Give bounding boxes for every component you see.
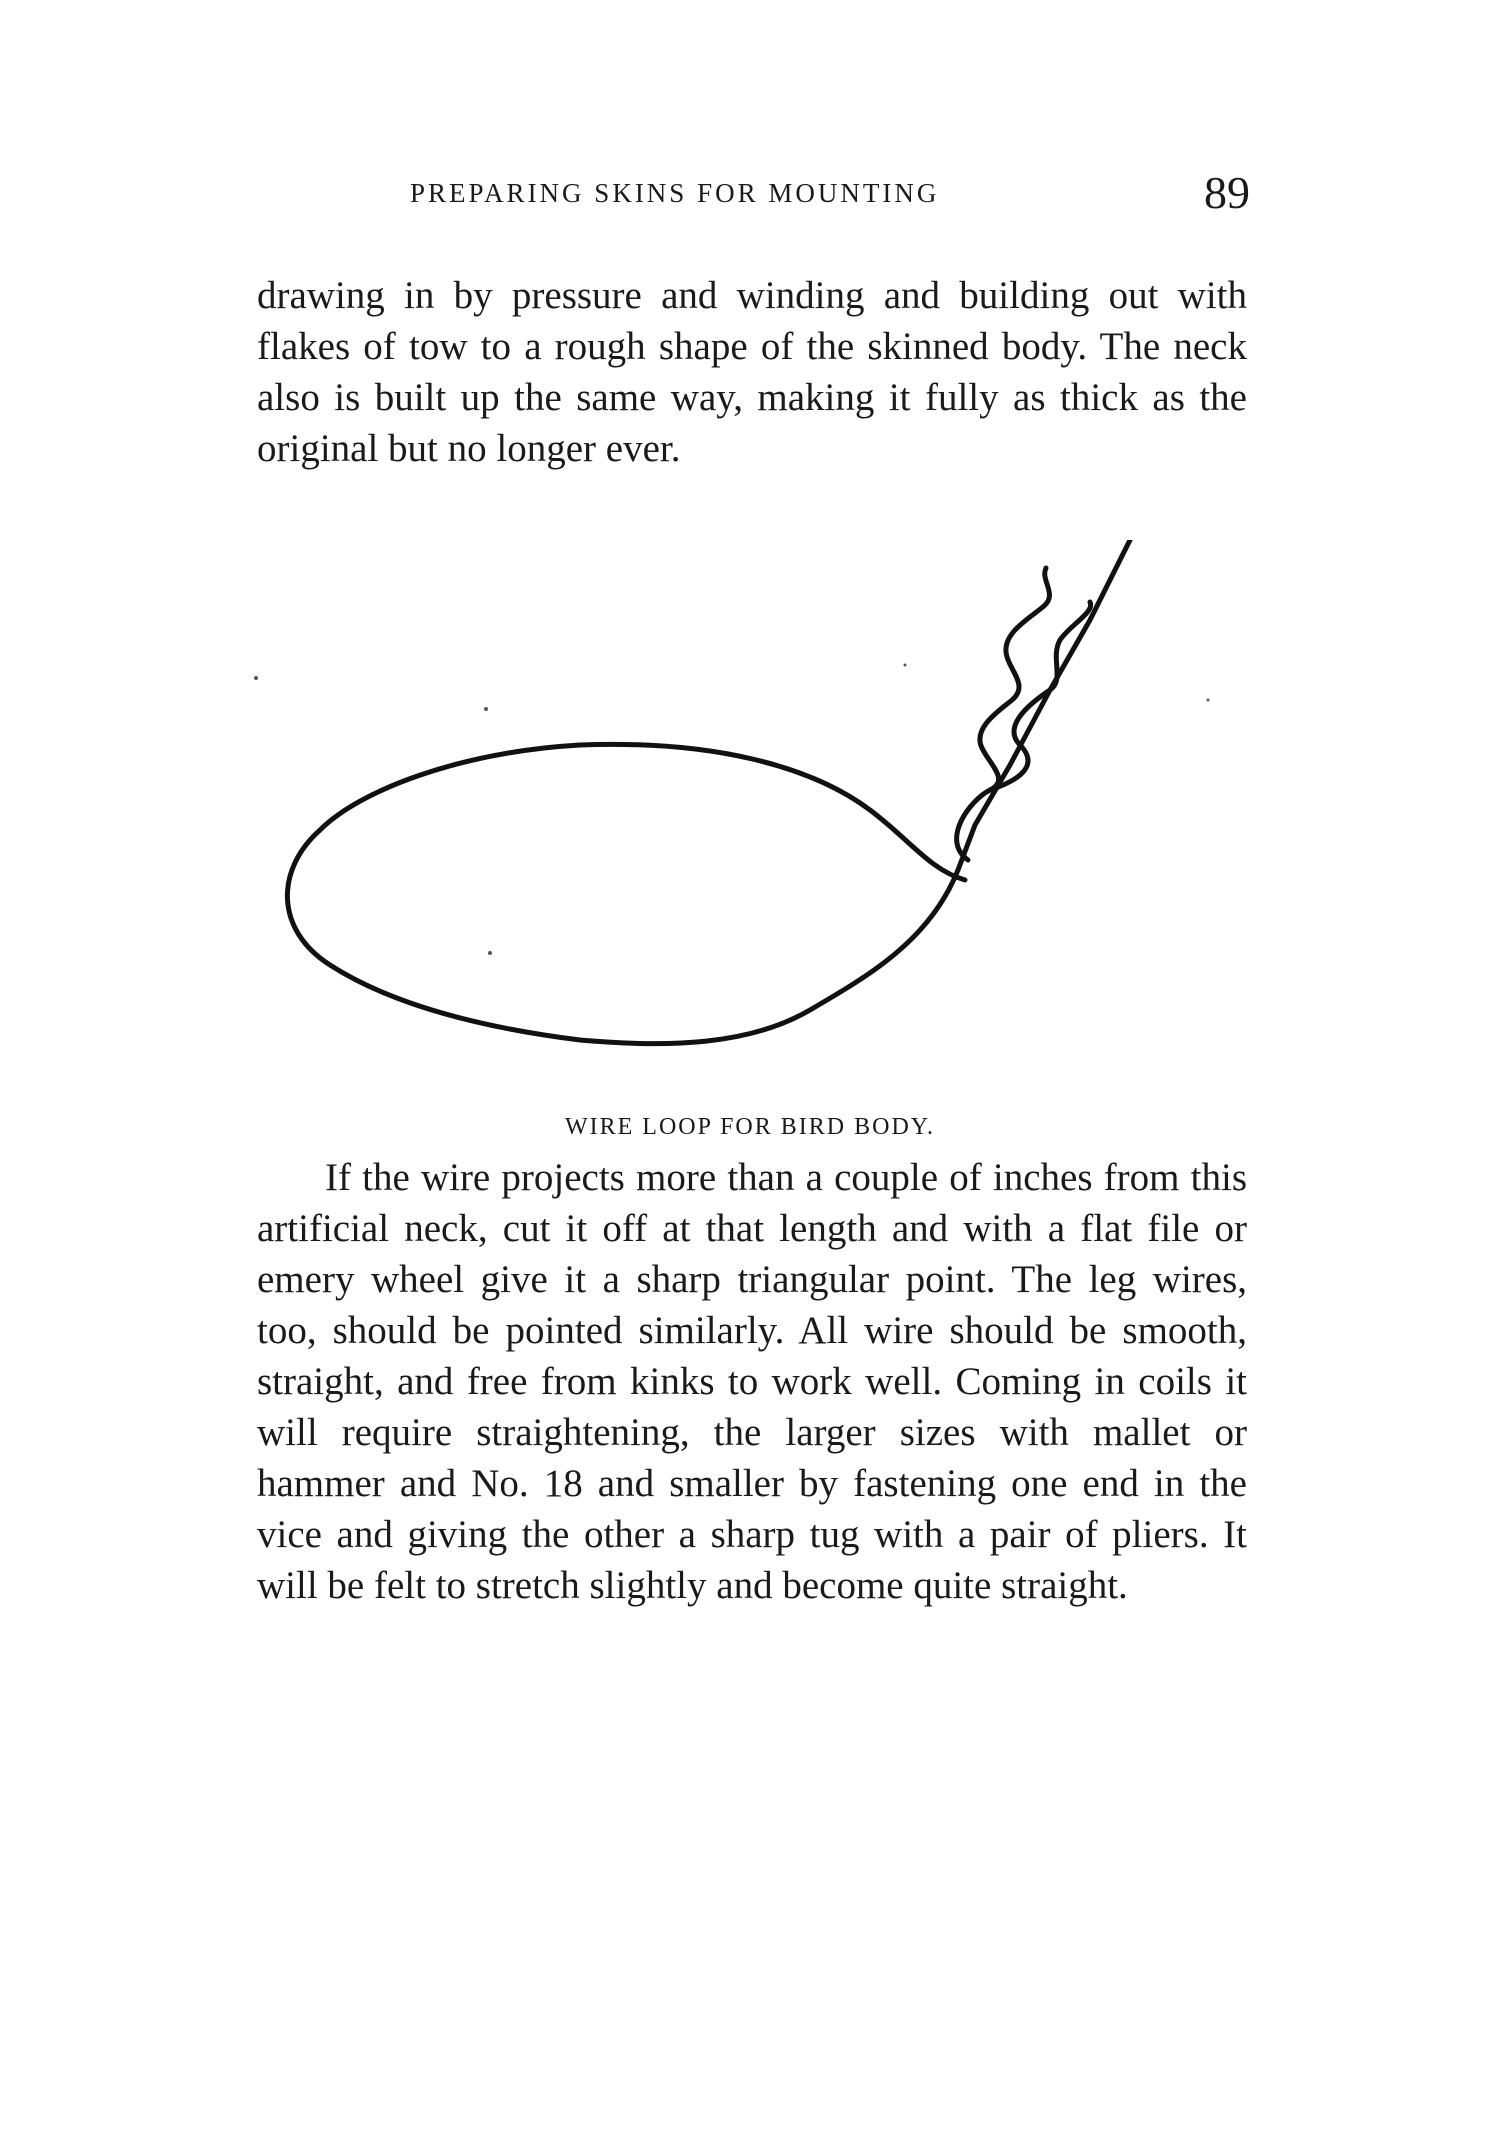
paragraph-bottom: If the wire projects more than a couple of inches from this artificial neck, cut it off at that length and with a flat file or emery wheel give it a sharp triangular point. The leg wires, too, should be pointed similarly. All wire should be smooth, straight, and free from kinks to work well. Coming in coils it will require straightening, the larger sizes with mallet or hammer and No. 18 and smaller by fastening one end in the vice and giving the other a sharp tug with a pair of pliers. It will be felt to stretch slightly and become quite straight. [257,1156,1247,1607]
figure-wire-loop [250,540,1250,1120]
wire-strokes [287,540,1130,1044]
wire-loop-illustration [250,540,1250,1100]
neck-wire-path [958,540,1130,870]
wire-loop-path [287,744,965,1043]
paragraph-top: drawing in by pressure and winding and building out with flakes of tow to a rough shape of the skinned body. The neck also is built up the same way, making it fully as thick as the original but no longer ever. [257,274,1247,470]
twist-wire-return-path [990,602,1091,790]
page-number: 89 [1204,167,1250,218]
running-head [250,167,1250,222]
running-title: PREPARING SKINS FOR MOUNTING [410,178,940,208]
figure-caption: WIRE LOOP FOR BIRD BODY. [564,1114,936,1140]
speck-marks [254,664,1210,956]
